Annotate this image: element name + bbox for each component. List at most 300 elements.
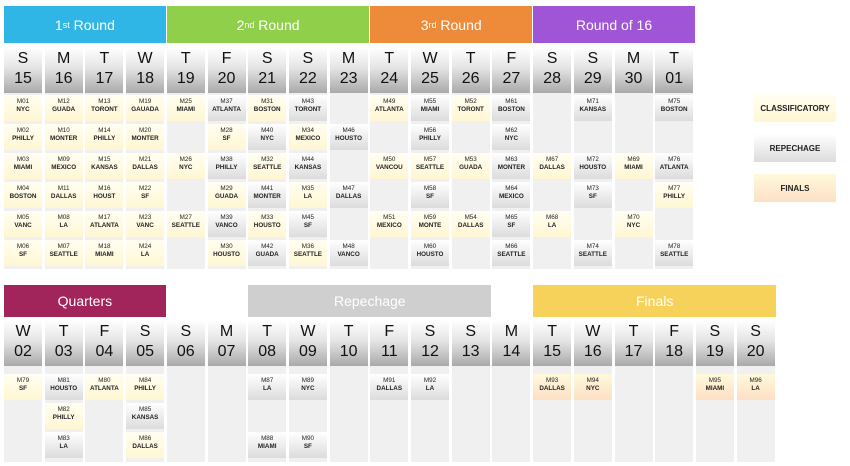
match-city: ATLANTA [659, 164, 689, 171]
match-number: M31 [261, 98, 274, 105]
match-cell[interactable] [289, 182, 327, 208]
match-city: NYC [504, 135, 519, 142]
match-city: MEXICO [51, 164, 77, 171]
match-cell[interactable] [248, 432, 286, 458]
match-cell[interactable] [167, 153, 205, 179]
match-number: M59 [423, 214, 437, 221]
weekday-letter: T [669, 50, 680, 67]
match-cell[interactable] [208, 95, 246, 121]
match-cell[interactable] [574, 153, 612, 179]
match-city: KANSAS [91, 164, 118, 171]
match-cell[interactable] [126, 403, 164, 429]
match-cell[interactable] [208, 182, 246, 208]
day-number: 07 [217, 343, 236, 360]
match-number: M85 [138, 406, 152, 413]
day-header [533, 47, 571, 93]
match-cell[interactable] [492, 124, 530, 150]
weekday-letter: W [585, 323, 601, 340]
match-cell[interactable] [492, 240, 530, 266]
match-number: M90 [301, 435, 315, 442]
round-banner [4, 285, 166, 317]
weekday-letter: T [180, 50, 191, 67]
match-city: PHILLY [52, 414, 75, 421]
day-header [330, 47, 368, 93]
match-number: M16 [98, 185, 111, 192]
match-cell[interactable] [85, 374, 123, 400]
match-cell[interactable] [85, 240, 123, 266]
match-cell[interactable] [696, 374, 734, 400]
match-number: M04 [16, 185, 30, 192]
day-column [208, 366, 246, 462]
day-number: 27 [502, 70, 521, 87]
match-city: DALLAS [335, 193, 362, 200]
match-city: MEXICO [295, 135, 321, 142]
day-number: 15 [14, 70, 32, 87]
match-city: GUADA [52, 106, 76, 113]
match-cell[interactable] [411, 153, 449, 179]
match-cell[interactable] [533, 211, 571, 237]
weekday-letter: S [465, 323, 477, 340]
match-cell[interactable] [4, 211, 42, 237]
match-cell[interactable] [208, 153, 246, 179]
match-city: ATLANTA [212, 106, 241, 113]
match-cell[interactable] [289, 153, 327, 179]
match-cell[interactable] [248, 240, 286, 266]
day-number: 29 [583, 70, 602, 87]
day-number: 02 [14, 343, 32, 360]
match-cell[interactable] [411, 124, 449, 150]
day-header [574, 320, 612, 366]
match-number: M24 [138, 243, 152, 250]
match-cell[interactable] [45, 211, 83, 237]
match-city: MIAMI [176, 106, 196, 113]
match-number: M26 [179, 156, 192, 163]
day-number: 01 [665, 70, 684, 87]
weekday-letter: M [57, 50, 71, 67]
day-header [533, 320, 571, 366]
match-city: LA [140, 251, 150, 258]
match-number: M25 [179, 98, 192, 105]
match-cell[interactable] [45, 95, 83, 121]
day-column [167, 366, 205, 462]
weekday-letter: F [506, 50, 517, 67]
match-number: M35 [301, 185, 315, 192]
round-banner-suffix: Round [254, 16, 300, 33]
match-cell[interactable] [4, 153, 42, 179]
match-cell[interactable] [85, 211, 123, 237]
match-number: M30 [220, 243, 233, 250]
day-column [655, 366, 693, 462]
round-banner-label: 2 [236, 16, 245, 33]
match-city: NYC [260, 135, 274, 142]
match-number: M15 [98, 156, 111, 163]
match-cell[interactable] [208, 124, 246, 150]
match-number: M92 [423, 377, 437, 384]
weekday-letter: T [384, 50, 395, 67]
match-cell[interactable] [4, 124, 42, 150]
match-cell[interactable] [85, 153, 123, 179]
day-number: 26 [461, 70, 480, 87]
match-number: M56 [423, 127, 437, 134]
match-city: NYC [586, 385, 600, 392]
match-number: M12 [57, 98, 70, 105]
match-number: M46 [342, 127, 355, 134]
match-number: M67 [545, 156, 559, 163]
match-number: M42 [261, 243, 274, 250]
weekday-letter: W [300, 323, 316, 340]
match-cell[interactable] [411, 211, 449, 237]
day-header [615, 320, 653, 366]
match-cell[interactable] [45, 182, 83, 208]
match-number: M19 [138, 98, 152, 105]
day-number: 22 [298, 70, 317, 87]
match-number: M34 [301, 127, 315, 134]
match-city: MIAMI [13, 164, 33, 171]
day-header [45, 47, 83, 93]
match-cell[interactable] [411, 95, 449, 121]
day-number: 19 [705, 343, 724, 360]
match-city: PHILLY [419, 135, 441, 142]
match-city: HOUSTO [50, 385, 78, 392]
match-city: TORONT [91, 106, 118, 113]
match-number: M49 [383, 98, 396, 105]
match-number: M33 [261, 214, 274, 221]
day-number: 24 [380, 70, 399, 87]
match-number: M44 [301, 156, 315, 163]
match-city: LA [303, 193, 313, 200]
weekday-letter: S [709, 323, 721, 340]
match-cell[interactable] [574, 374, 612, 400]
match-cell[interactable] [85, 124, 123, 150]
match-cell[interactable] [655, 240, 693, 266]
match-number: M71 [586, 98, 599, 105]
day-number: 25 [421, 70, 439, 87]
match-city: SEATTLE [49, 251, 78, 258]
match-city: KANSAS [131, 414, 159, 421]
match-number: M06 [16, 243, 30, 250]
match-city: TORONT [457, 106, 484, 113]
match-number: M95 [708, 377, 722, 384]
match-city: GUADA [459, 164, 483, 171]
weekday-letter: T [628, 323, 639, 340]
day-number: 18 [665, 343, 684, 360]
match-cell[interactable] [615, 211, 653, 237]
match-cell[interactable] [126, 432, 164, 458]
match-number: M36 [301, 243, 315, 250]
match-number: M41 [261, 185, 274, 192]
match-city: SF [18, 251, 28, 258]
match-cell[interactable] [737, 374, 775, 400]
match-cell[interactable] [4, 95, 42, 121]
match-cell[interactable] [533, 374, 571, 400]
day-header [167, 47, 205, 93]
match-city: HOUSTO [213, 251, 240, 258]
match-cell[interactable] [248, 211, 286, 237]
match-number: M39 [220, 214, 233, 221]
match-cell[interactable] [452, 211, 490, 237]
day-header [85, 320, 123, 366]
match-cell[interactable] [45, 403, 83, 429]
match-number: M55 [423, 98, 437, 105]
match-number: M32 [261, 156, 274, 163]
match-cell[interactable] [492, 211, 530, 237]
match-cell[interactable] [492, 153, 530, 179]
match-number: M22 [138, 185, 152, 192]
match-number: M87 [261, 377, 274, 384]
day-header [411, 47, 449, 93]
match-number: M80 [98, 377, 111, 384]
match-cell[interactable] [208, 240, 246, 266]
day-number: 20 [217, 70, 236, 87]
weekday-letter: M [626, 50, 641, 67]
day-number: 12 [421, 343, 439, 360]
day-header [655, 320, 693, 366]
match-cell[interactable] [452, 153, 490, 179]
match-number: M96 [749, 377, 762, 384]
weekday-letter: T [465, 50, 476, 67]
match-number: M07 [57, 243, 70, 250]
day-header [126, 47, 164, 93]
match-number: M74 [586, 243, 599, 250]
match-city: MONTER [497, 164, 526, 171]
weekday-letter: F [221, 50, 232, 67]
round-banner-label: Finals [636, 293, 674, 309]
match-cell[interactable] [615, 153, 653, 179]
match-cell[interactable] [411, 240, 449, 266]
match-city: ATLANTA [374, 106, 404, 113]
match-cell[interactable] [248, 182, 286, 208]
match-cell[interactable] [289, 374, 327, 400]
match-city: SF [303, 222, 312, 229]
match-number: M43 [301, 98, 315, 105]
match-number: M53 [464, 156, 477, 163]
match-cell[interactable] [289, 240, 327, 266]
day-number: 13 [461, 343, 480, 360]
match-cell[interactable] [45, 432, 83, 458]
day-number: 04 [95, 343, 114, 360]
round-banner-label: Quarters [57, 293, 113, 309]
match-number: M61 [505, 98, 518, 105]
match-city: HOUSTO [416, 251, 444, 258]
weekday-letter: S [17, 50, 29, 67]
match-number: M68 [545, 214, 559, 221]
match-cell[interactable] [330, 182, 368, 208]
day-header [370, 47, 408, 93]
day-number: 05 [136, 343, 154, 360]
match-city: KANSAS [294, 164, 322, 171]
match-city: MONTE [418, 222, 442, 229]
match-city: NYC [179, 164, 193, 171]
weekday-letter: S [587, 50, 599, 67]
match-city: GUADA [214, 193, 239, 200]
match-city: SEATTLE [497, 251, 526, 258]
match-cell[interactable] [126, 124, 164, 150]
match-city: MEXICO [498, 193, 524, 200]
match-number: M05 [16, 214, 30, 221]
match-cell[interactable] [126, 240, 164, 266]
weekday-letter: T [262, 323, 273, 340]
match-cell[interactable] [126, 374, 164, 400]
match-number: M60 [423, 243, 437, 250]
match-cell[interactable] [4, 240, 42, 266]
match-city: LA [547, 222, 557, 229]
match-city: LA [751, 385, 760, 392]
match-city: BOSTON [660, 106, 688, 113]
match-cell[interactable] [370, 211, 408, 237]
match-cell[interactable] [45, 240, 83, 266]
weekday-letter: M [341, 50, 356, 67]
match-cell[interactable] [4, 182, 42, 208]
day-column [330, 366, 368, 462]
match-cell[interactable] [330, 124, 368, 150]
match-city: PHILLY [663, 193, 686, 200]
day-header [492, 47, 530, 93]
match-cell[interactable] [492, 95, 530, 121]
weekday-letter: S [139, 323, 151, 340]
weekday-letter: S [424, 323, 436, 340]
match-number: M17 [98, 214, 111, 221]
match-cell[interactable] [126, 95, 164, 121]
match-cell[interactable] [4, 374, 42, 400]
round-banner-label: 3 [420, 16, 429, 33]
match-number: M72 [586, 156, 599, 163]
day-header [330, 320, 368, 366]
match-cell[interactable] [370, 374, 408, 400]
match-number: M83 [57, 435, 70, 442]
match-city: SF [303, 443, 312, 450]
match-cell[interactable] [289, 432, 327, 458]
weekday-letter: S [750, 323, 761, 340]
day-number: 06 [176, 343, 195, 360]
match-city: VANCO [337, 251, 360, 258]
match-number: M13 [98, 98, 111, 105]
match-cell[interactable] [655, 153, 693, 179]
match-city: DALLAS [376, 385, 403, 392]
match-cell[interactable] [492, 182, 530, 208]
match-cell[interactable] [126, 182, 164, 208]
match-cell[interactable] [85, 182, 123, 208]
weekday-letter: S [261, 50, 273, 67]
match-number: M86 [138, 435, 152, 442]
match-cell[interactable] [370, 95, 408, 121]
day-number: 08 [258, 343, 277, 360]
weekday-letter: W [15, 323, 31, 340]
match-number: M21 [138, 156, 152, 163]
match-cell[interactable] [655, 182, 693, 208]
match-city: PHILLY [12, 135, 34, 142]
match-cell[interactable] [289, 95, 327, 121]
match-number: M52 [464, 98, 477, 105]
match-number: M28 [220, 127, 233, 134]
match-cell[interactable] [126, 211, 164, 237]
match-city: LA [59, 443, 68, 450]
match-city: DALLAS [457, 222, 484, 229]
match-city: MIAMI [624, 164, 643, 171]
match-cell[interactable] [248, 374, 286, 400]
day-column [615, 366, 653, 462]
day-column [492, 366, 530, 462]
match-cell[interactable] [330, 240, 368, 266]
match-number: M65 [505, 214, 518, 221]
day-number: 16 [54, 70, 73, 87]
match-cell[interactable] [370, 153, 408, 179]
match-city: NYC [626, 222, 641, 229]
match-cell[interactable] [411, 182, 449, 208]
match-number: M51 [383, 214, 396, 221]
match-cell[interactable] [85, 95, 123, 121]
match-city: VANCO [215, 222, 238, 229]
match-cell[interactable] [411, 374, 449, 400]
match-number: M69 [627, 156, 640, 163]
weekday-letter: W [137, 50, 153, 67]
match-number: M78 [668, 243, 681, 250]
match-number: M58 [423, 185, 437, 192]
match-city: DALLAS [132, 443, 158, 450]
match-cell[interactable] [574, 95, 612, 121]
match-number: M89 [301, 377, 315, 384]
match-cell[interactable] [167, 95, 205, 121]
round-banner-suffix: Round [69, 16, 115, 33]
match-cell[interactable] [248, 95, 286, 121]
match-cell[interactable] [655, 95, 693, 121]
match-number: M75 [668, 98, 681, 105]
round-banner: 2 nd Round [167, 6, 370, 43]
day-header [737, 320, 775, 366]
day-header [85, 47, 123, 93]
day-header [452, 47, 490, 93]
match-cell[interactable] [208, 211, 246, 237]
match-cell[interactable] [452, 95, 490, 121]
weekday-letter: S [302, 50, 314, 67]
match-cell[interactable] [289, 211, 327, 237]
match-city: MONTER [253, 193, 281, 200]
match-cell[interactable] [45, 153, 83, 179]
match-number: M94 [586, 377, 599, 384]
day-number: 11 [380, 343, 398, 360]
match-cell[interactable] [289, 124, 327, 150]
match-city: DALLAS [539, 385, 565, 392]
match-city: SF [507, 222, 516, 229]
match-city: LA [59, 222, 68, 229]
match-cell[interactable] [533, 153, 571, 179]
day-column [452, 366, 490, 462]
match-number: M37 [220, 98, 233, 105]
round-banner [248, 285, 491, 317]
match-city: BOSTON [9, 193, 37, 200]
match-cell[interactable] [45, 124, 83, 150]
match-cell[interactable] [248, 153, 286, 179]
match-cell[interactable] [126, 153, 164, 179]
weekday-letter: M [504, 323, 519, 340]
day-header [289, 320, 327, 366]
match-number: M10 [57, 127, 70, 134]
day-header [167, 320, 205, 366]
match-city: LA [425, 385, 435, 392]
day-header [208, 320, 246, 366]
match-city: MIAMI [257, 443, 277, 450]
round-banner-suffix: Round [436, 16, 482, 33]
day-header [4, 47, 42, 93]
match-cell[interactable] [574, 240, 612, 266]
match-cell[interactable] [248, 124, 286, 150]
match-cell[interactable] [45, 374, 83, 400]
weekday-letter: T [343, 323, 354, 340]
day-header [615, 47, 653, 93]
day-column [533, 93, 571, 269]
weekday-letter: T [58, 323, 69, 340]
match-cell[interactable] [574, 182, 612, 208]
match-cell[interactable] [167, 211, 205, 237]
